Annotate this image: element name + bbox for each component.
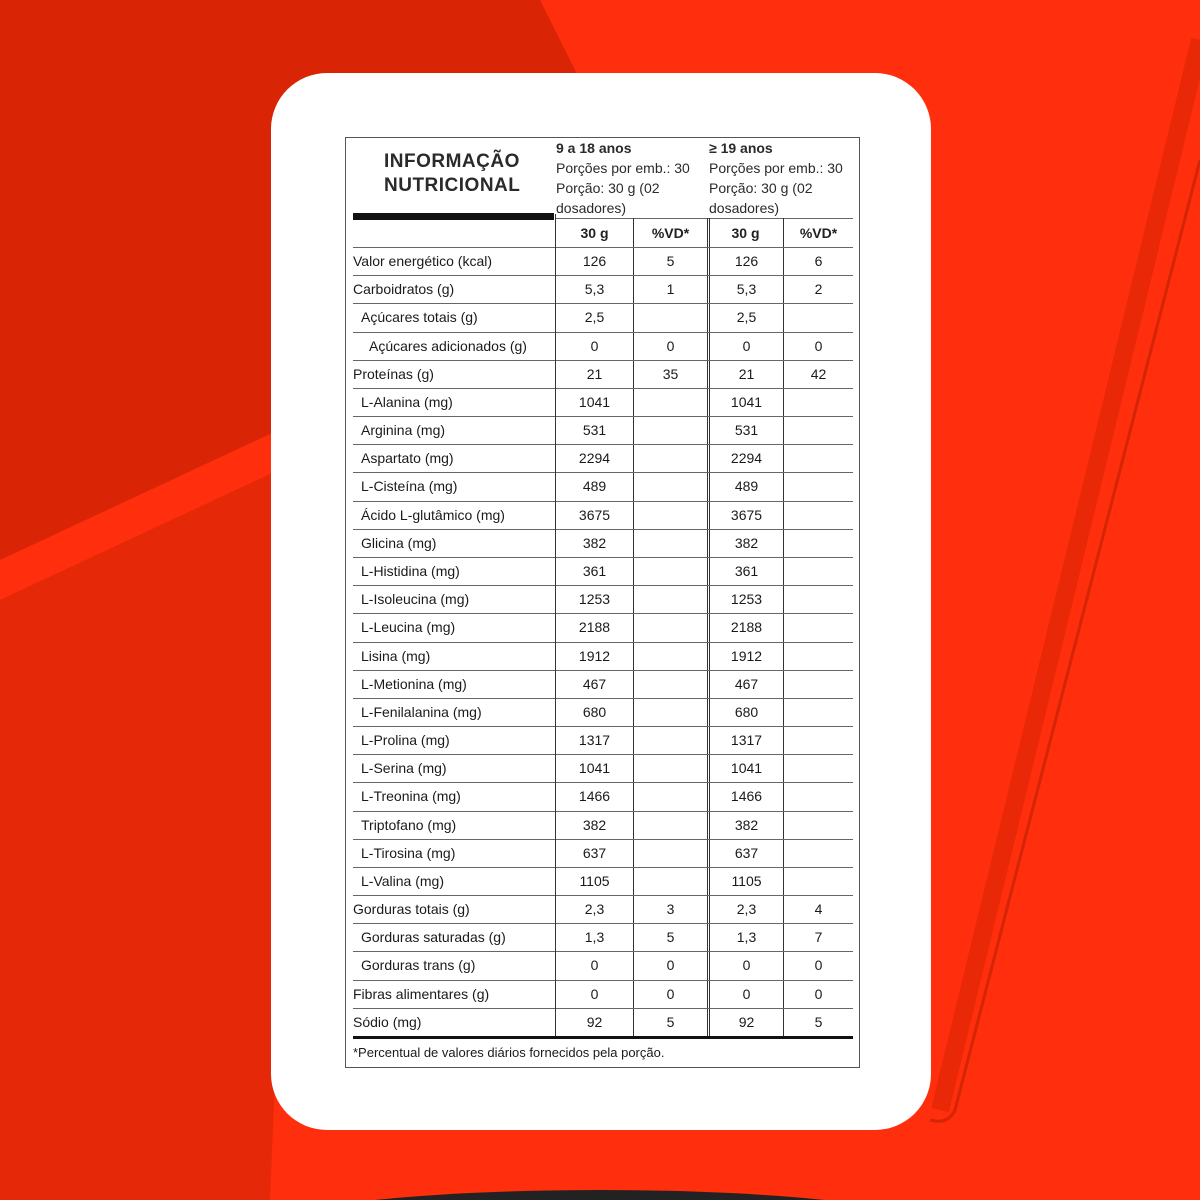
nutrient-row <box>346 811 859 839</box>
nutrient-row <box>346 613 859 641</box>
nutrient-name: Fibras alimentares (g) <box>353 985 490 1002</box>
nutrient-value-c: 361 <box>734 562 759 579</box>
nutrient-value-a: 5,3 <box>584 281 605 298</box>
nutrient-value-c: 1253 <box>730 591 763 608</box>
row-divider <box>353 472 555 473</box>
nutrient-value-b: 35 <box>662 365 679 382</box>
nutrient-value-a: 531 <box>582 422 607 439</box>
row-divider <box>353 670 555 671</box>
nutrient-value-c: 531 <box>734 422 759 439</box>
nutrient-name: L-Metionina (mg) <box>361 675 467 692</box>
nutrient-row <box>346 867 859 895</box>
nutrient-value-a: 2188 <box>578 619 611 636</box>
row-divider <box>556 839 853 840</box>
nutrient-name: L-Tirosina (mg) <box>361 844 456 861</box>
nutrient-value-c: 382 <box>734 816 759 833</box>
nutrient-row <box>346 923 859 951</box>
nutrient-name: L-Serina (mg) <box>361 760 447 777</box>
nutrient-value-a: 382 <box>582 534 607 551</box>
row-divider <box>556 670 853 671</box>
row-divider <box>353 1008 555 1009</box>
nutrient-name: L-Histidina (mg) <box>361 562 460 579</box>
row-divider <box>353 332 555 333</box>
nutrient-value-c: 489 <box>734 478 759 495</box>
row-divider <box>353 782 555 783</box>
nutrient-value-d: 7 <box>814 929 823 946</box>
row-divider <box>353 726 555 727</box>
nutrient-value-b: 5 <box>666 929 675 946</box>
label-title <box>384 150 520 198</box>
row-divider <box>353 529 555 530</box>
nutrient-value-c: 21 <box>738 365 755 382</box>
nutrient-name: Valor energético (kcal) <box>353 253 493 269</box>
subheader-amount-col1: 30 g <box>580 225 609 241</box>
column-header-9-18 <box>556 138 690 218</box>
title-underline-bar <box>353 213 554 220</box>
nutrient-name: Arginina (mg) <box>361 422 446 439</box>
nutrient-value-d: 0 <box>814 957 823 974</box>
nutrient-name: Glicina (mg) <box>361 534 437 551</box>
row-divider <box>353 895 555 896</box>
row-divider <box>556 275 853 276</box>
nutrient-row <box>346 726 859 754</box>
row-divider <box>353 811 555 812</box>
nutrient-value-c: 382 <box>734 534 759 551</box>
nutrient-row <box>346 303 859 331</box>
nutrient-row <box>346 951 859 979</box>
row-divider <box>556 895 853 896</box>
row-divider <box>353 388 555 389</box>
nutrient-value-c: 3675 <box>730 506 763 523</box>
nutrient-value-c: 1,3 <box>736 929 757 946</box>
column-header-age: ≥ 19 anos <box>709 140 773 156</box>
nutrient-row <box>346 698 859 726</box>
nutrition-facts-label <box>345 137 860 1068</box>
row-divider <box>353 698 555 699</box>
background-product-edge <box>260 1190 940 1200</box>
subheader-amount-col2: 30 g <box>731 225 760 241</box>
nutrient-name: Gorduras totais (g) <box>353 901 470 918</box>
nutrient-value-a: 21 <box>586 365 603 382</box>
footnote: *Percentual de valores diários fornecidos pela porção. <box>353 1045 665 1060</box>
nutrient-row <box>346 275 859 303</box>
row-divider <box>556 923 853 924</box>
row-divider <box>556 613 853 614</box>
row-divider <box>353 416 555 417</box>
nutrient-value-b: 0 <box>666 985 675 1002</box>
nutrient-row <box>346 416 859 444</box>
nutrient-name: Aspartato (mg) <box>361 450 454 467</box>
row-divider <box>556 416 853 417</box>
nutrient-value-c: 2,5 <box>736 309 757 326</box>
nutrient-value-c: 2294 <box>730 450 763 467</box>
nutrient-name: Lisina (mg) <box>361 647 431 664</box>
column-header-portion: Porção: 30 g (02 <box>556 180 660 196</box>
nutrient-row <box>346 642 859 670</box>
nutrient-value-c: 0 <box>742 337 751 354</box>
nutrient-row <box>346 782 859 810</box>
nutrient-value-a: 92 <box>586 1013 603 1030</box>
row-divider <box>353 585 555 586</box>
nutrient-name: L-Alanina (mg) <box>361 393 453 410</box>
row-divider <box>556 1008 853 1009</box>
background-dark-shape-left <box>0 460 300 1200</box>
nutrient-name: Açúcares adicionados (g) <box>369 337 527 354</box>
nutrient-row <box>346 472 859 500</box>
nutrient-name: Sódio (mg) <box>353 1013 422 1030</box>
row-divider <box>556 698 853 699</box>
nutrient-value-d: 4 <box>814 901 823 918</box>
nutrient-value-c: 92 <box>738 1013 755 1030</box>
nutrient-value-a: 382 <box>582 816 607 833</box>
nutrient-name: Triptofano (mg) <box>361 816 457 833</box>
row-divider <box>353 839 555 840</box>
row-divider <box>353 951 555 952</box>
row-divider <box>556 867 853 868</box>
row-divider <box>353 360 555 361</box>
nutrient-value-a: 680 <box>582 703 607 720</box>
nutrient-name: Proteínas (g) <box>353 365 434 382</box>
nutrient-value-c: 126 <box>734 253 759 269</box>
label-title-line1: INFORMAÇÃO <box>384 151 520 172</box>
row-divider <box>353 444 555 445</box>
nutrient-value-a: 1041 <box>578 393 611 410</box>
column-header-portion-cont: dosadores) <box>556 200 627 216</box>
nutrient-row <box>346 585 859 613</box>
nutrient-value-c: 1912 <box>730 647 763 664</box>
nutrient-value-b: 5 <box>666 253 675 269</box>
nutrient-value-a: 1912 <box>578 647 611 664</box>
row-divider <box>556 360 853 361</box>
row-divider <box>556 642 853 643</box>
nutrient-row <box>346 332 859 360</box>
nutrient-row <box>346 670 859 698</box>
nutrient-value-a: 0 <box>590 337 599 354</box>
nutrient-value-d: 2 <box>814 281 823 298</box>
row-divider <box>556 811 853 812</box>
nutrient-value-a: 1105 <box>579 872 610 889</box>
nutrient-name: Ácido L-glutâmico (mg) <box>361 506 505 523</box>
row-divider <box>556 980 853 981</box>
nutrient-row <box>346 557 859 585</box>
row-divider <box>556 247 853 248</box>
nutrient-value-a: 361 <box>582 562 607 579</box>
nutrient-value-a: 2,5 <box>584 309 605 326</box>
nutrient-value-a: 489 <box>582 478 607 495</box>
nutrient-value-d: 6 <box>814 253 823 269</box>
nutrient-name: L-Leucina (mg) <box>361 619 456 636</box>
nutrient-value-d: 0 <box>814 337 823 354</box>
nutrient-name: Carboidratos (g) <box>353 281 455 298</box>
row-divider <box>556 332 853 333</box>
nutrient-value-a: 467 <box>582 675 607 692</box>
row-divider <box>556 501 853 502</box>
nutrient-value-c: 0 <box>742 957 751 974</box>
nutrient-row <box>346 980 859 1008</box>
nutrient-name: L-Treonina (mg) <box>361 788 461 805</box>
row-divider <box>556 585 853 586</box>
table-bottom-bar <box>353 1036 853 1039</box>
nutrient-name: Açúcares totais (g) <box>361 309 478 326</box>
nutrient-value-a: 126 <box>582 253 607 269</box>
nutrient-row <box>346 529 859 557</box>
nutrient-row <box>346 388 859 416</box>
nutrient-value-a: 0 <box>590 985 599 1002</box>
background-stripe <box>940 40 1200 1110</box>
nutrient-value-c: 2,3 <box>736 901 757 918</box>
subheader-vd-col1: %VD* <box>651 225 690 241</box>
nutrient-value-c: 1317 <box>730 732 763 749</box>
row-divider <box>353 613 555 614</box>
row-divider <box>556 951 853 952</box>
row-divider <box>556 557 853 558</box>
nutrient-value-c: 1041 <box>730 393 763 410</box>
row-divider <box>556 388 853 389</box>
nutrient-value-a: 1041 <box>578 760 611 777</box>
row-divider <box>556 726 853 727</box>
nutrient-row <box>346 839 859 867</box>
row-divider <box>353 501 555 502</box>
nutrient-name: Gorduras saturadas (g) <box>361 929 506 946</box>
nutrient-row <box>346 360 859 388</box>
nutrient-value-d: 42 <box>810 365 827 382</box>
column-header-servings: Porções por emb.: 30 <box>556 160 690 176</box>
row-divider <box>353 980 555 981</box>
row-divider <box>353 642 555 643</box>
nutrient-value-b: 1 <box>666 281 675 298</box>
nutrient-value-b: 0 <box>666 957 675 974</box>
nutrient-value-a: 1466 <box>578 788 611 805</box>
nutrient-value-b: 5 <box>666 1013 675 1030</box>
nutrient-name: L-Prolina (mg) <box>361 732 450 749</box>
nutrient-value-b: 3 <box>666 901 675 918</box>
nutrient-value-c: 680 <box>734 703 759 720</box>
column-header-19-plus <box>709 138 843 218</box>
nutrient-row <box>346 501 859 529</box>
column-header-age: 9 a 18 anos <box>556 140 632 156</box>
nutrient-value-c: 0 <box>742 985 751 1002</box>
nutrient-value-a: 0 <box>590 957 599 974</box>
nutrient-value-d: 5 <box>814 1013 823 1030</box>
nutrient-row <box>346 754 859 782</box>
row-divider <box>353 275 555 276</box>
column-header-servings: Porções por emb.: 30 <box>709 160 843 176</box>
nutrient-value-c: 637 <box>734 844 759 861</box>
row-divider <box>556 529 853 530</box>
row-divider <box>556 444 853 445</box>
nutrient-value-a: 1253 <box>578 591 611 608</box>
row-divider <box>556 782 853 783</box>
nutrient-value-c: 1041 <box>730 760 763 777</box>
row-divider <box>353 754 555 755</box>
nutrient-value-d: 0 <box>814 985 823 1002</box>
nutrient-value-a: 2294 <box>578 450 611 467</box>
row-divider <box>353 247 555 248</box>
nutrient-name: L-Isoleucina (mg) <box>361 591 470 608</box>
nutrient-value-a: 1317 <box>578 732 611 749</box>
nutrient-value-c: 467 <box>734 675 759 692</box>
row-divider <box>353 867 555 868</box>
row-divider <box>353 557 555 558</box>
nutrient-row <box>346 247 859 275</box>
nutrient-value-a: 637 <box>582 844 607 861</box>
row-divider <box>353 303 555 304</box>
row-divider <box>556 472 853 473</box>
subheader-vd-col2: %VD* <box>799 225 838 241</box>
nutrient-value-a: 3675 <box>578 506 611 523</box>
row-divider <box>353 923 555 924</box>
row-divider <box>556 754 853 755</box>
nutrient-value-b: 0 <box>666 337 675 354</box>
nutrient-value-a: 2,3 <box>584 901 605 918</box>
nutrient-name: Gorduras trans (g) <box>361 957 476 974</box>
nutrient-value-c: 5,3 <box>736 281 757 298</box>
row-divider <box>556 303 853 304</box>
nutrient-name: L-Fenilalanina (mg) <box>361 703 482 720</box>
nutrient-value-a: 1,3 <box>584 929 605 946</box>
nutrient-name: L-Valina (mg) <box>361 872 444 889</box>
nutrient-value-c: 2188 <box>730 619 763 636</box>
column-header-portion: Porção: 30 g (02 <box>709 180 813 196</box>
nutrient-row <box>346 895 859 923</box>
nutrient-row <box>346 444 859 472</box>
nutrient-row <box>346 1008 859 1036</box>
nutrient-value-c: 1105 <box>731 872 762 889</box>
nutrient-value-c: 1466 <box>730 788 763 805</box>
nutrient-name: L-Cisteína (mg) <box>361 478 458 495</box>
label-title-line2: NUTRICIONAL <box>384 175 521 196</box>
column-header-portion-cont: dosadores) <box>709 200 780 216</box>
